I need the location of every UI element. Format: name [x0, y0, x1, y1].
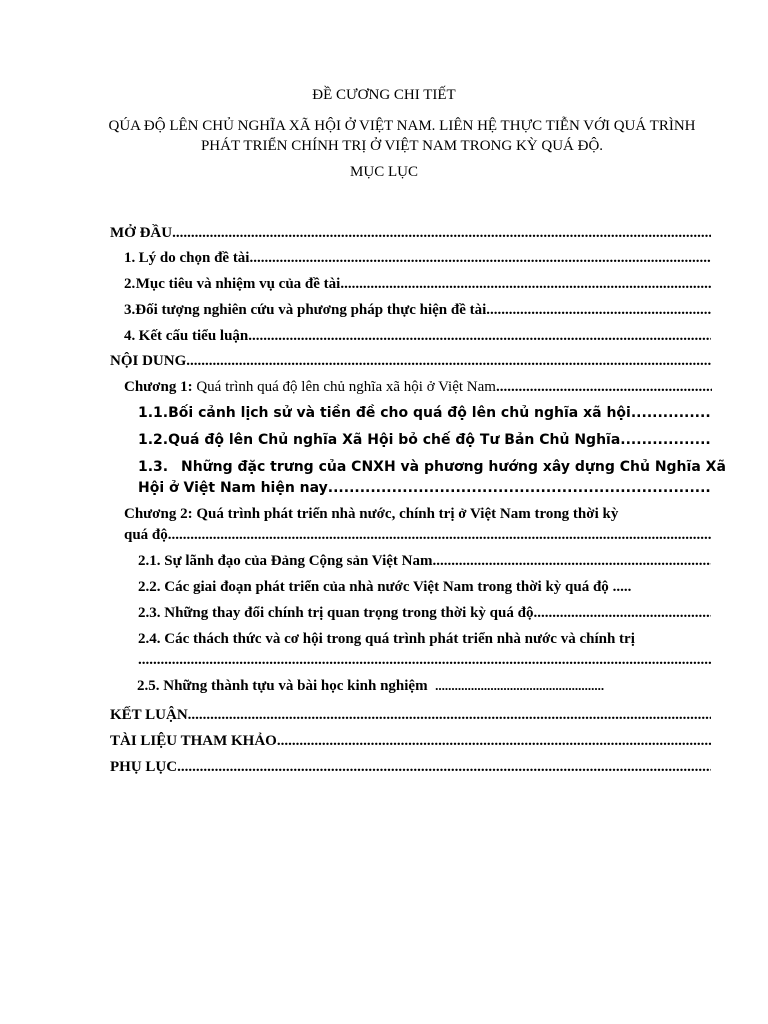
- toc-entry-1-1: [138, 404, 711, 422]
- toc-leader-dots: [432, 552, 711, 570]
- chapter-label: Chương 1:: [124, 379, 193, 395]
- toc-leader-dots: [340, 275, 711, 293]
- toc-entry-label: 2.3. Những thay đổi chính trị quan trọng trong thời kỳ quá độ: [138, 605, 534, 621]
- toc-entry-label: Bối cảnh lịch sử và tiền đề cho quá độ lên chủ nghĩa xã hội: [168, 405, 631, 421]
- toc-leader-dots: .....: [608, 579, 632, 595]
- document-title: ĐỀ CƯƠNG CHI TIẾT: [312, 87, 456, 103]
- toc-heading: MỤC LỤC: [350, 164, 418, 180]
- toc-entry-label: Đối tượng nghiên cứu và phương pháp thực hiện đề tài: [135, 302, 487, 318]
- toc-entry-label: 2.1. Sự lãnh đạo của Đảng Cộng sản Việt Nam: [138, 553, 433, 569]
- toc-leader-dots: [177, 758, 711, 776]
- toc-leader-dots: [138, 651, 711, 669]
- toc-entry-2-3: [138, 604, 711, 622]
- toc-entry-chapter-1: [124, 378, 712, 396]
- toc-entry-md1: [124, 249, 711, 267]
- toc-entry-label: Quá trình quá độ lên chủ nghĩa xã hội ở Việt Nam: [196, 379, 496, 395]
- toc-entry-md4: [124, 327, 711, 345]
- toc-entry-1-2: [138, 431, 711, 449]
- toc-entry-label: Mục tiêu và nhiệm vụ của đề tài: [135, 276, 341, 292]
- toc-entry-label: MỞ ĐẦU: [110, 225, 173, 241]
- toc-entry-label: 2.2. Các giai đoạn phát triển của nhà nước Việt Nam trong thời kỳ quá độ: [138, 579, 609, 595]
- toc-leader-dots: [620, 431, 711, 449]
- toc-entry-number: 2.: [124, 276, 136, 292]
- toc-leader-dots: [486, 301, 711, 319]
- toc-entry-label: PHỤ LỤC: [110, 759, 178, 775]
- toc-entry-phu-luc: [110, 758, 711, 776]
- toc-entry-number: 1.: [124, 250, 136, 266]
- toc-leader-dots: [168, 526, 711, 544]
- toc-entry-number: 1.3.: [138, 459, 169, 475]
- toc-entry-label: TÀI LIỆU THAM KHẢO: [110, 733, 277, 749]
- toc-entry-chapter-2-line-1: Chương 2: Quá trình phát triển nhà nước, chính trị ở Việt Nam trong thời kỳ: [124, 506, 619, 522]
- toc-entry-2-2: [138, 578, 631, 596]
- toc-entry-2-1: [138, 552, 711, 570]
- toc-entry-number: 1.1.: [138, 405, 169, 421]
- toc-entry-2-4-line-1: 2.4. Các thách thức và cơ hội trong quá trình phát triển nhà nước và chính trị: [138, 631, 635, 647]
- toc-entry-number: 4.: [124, 328, 136, 344]
- toc-leader-dots: [172, 224, 711, 242]
- toc-leader-dots: ....................................................: [435, 678, 605, 693]
- toc-entry-label: Kết cấu tiểu luận: [138, 328, 249, 344]
- toc-entry-chapter-2-line-2: [124, 526, 711, 544]
- toc-entry-noi-dung: [110, 352, 711, 370]
- toc-entry-label: Hội ở Việt Nam hiện nay: [138, 480, 328, 496]
- toc-leader-dots: [631, 404, 711, 422]
- toc-entry-tai-lieu: [110, 732, 711, 750]
- toc-entry-label: 2.5. Những thành tựu và bài học kinh nghiệm: [137, 678, 428, 694]
- toc-entry-2-4-line-2: [138, 651, 711, 669]
- toc-entry-ket-luan: [110, 706, 711, 724]
- toc-entry-md2: [124, 275, 711, 293]
- toc-leader-dots: [249, 249, 711, 267]
- toc-leader-dots: [248, 327, 711, 345]
- toc-leader-dots: [533, 604, 711, 622]
- toc-entry-label: quá độ: [124, 527, 168, 543]
- toc-entry-1-3-line-1: [138, 458, 726, 476]
- toc-leader-dots: [186, 352, 711, 370]
- toc-entry-number: 3.: [124, 302, 136, 318]
- toc-entry-label: Những đặc trưng của CNXH và phương hướng xây dựng Chủ Nghĩa Xã: [181, 459, 726, 475]
- toc-entry-1-3-line-2: [138, 479, 711, 497]
- toc-entry-label: Lý do chọn đề tài: [138, 250, 250, 266]
- toc-leader-dots: [328, 479, 711, 497]
- toc-entry-mo-dau: [110, 224, 711, 242]
- document-subtitle: QÚA ĐỘ LÊN CHỦ NGHĨA XÃ HỘI Ở VIỆT NAM. LIÊN HỆ THỰC TIỄN VỚI QUÁ TRÌNH PHÁT TRIỂN CHÍNH TRỊ Ở VIỆT NAM TRONG KỲ QUÁ ĐỘ.: [108, 118, 696, 154]
- toc-leader-dots: [188, 706, 711, 724]
- toc-entry-md3: [124, 301, 711, 319]
- toc-entry-label: KẾT LUẬN: [110, 707, 188, 723]
- toc-entry-label: NỘI DUNG: [110, 353, 187, 369]
- toc-leader-dots: [277, 732, 711, 750]
- toc-entry-2-5: [137, 677, 604, 695]
- toc-leader-dots: [496, 378, 712, 396]
- toc-entry-label: Quá độ lên Chủ nghĩa Xã Hội bỏ chế độ Tư Bản Chủ Nghĩa: [168, 432, 621, 448]
- toc-entry-number: 1.2.: [138, 432, 169, 448]
